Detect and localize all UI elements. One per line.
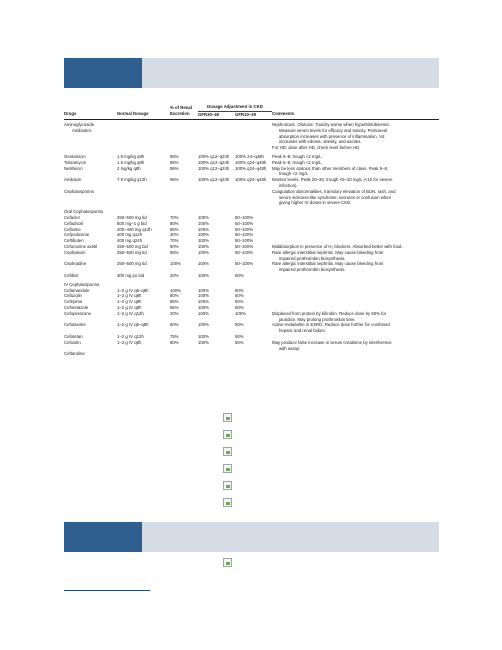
- broken-image-icon: [223, 430, 232, 439]
- normal-dosage: 250–500 mg tid: [117, 249, 147, 255]
- gfr-10-29-dose: 50%: [235, 333, 244, 339]
- renal-excretion: 95%: [170, 249, 179, 255]
- gfr-30-49-dose: 100%: [198, 322, 209, 328]
- table-row: [64, 189, 439, 206]
- gfr-30-49-dose: 100%: [198, 238, 209, 244]
- gfr-10-29-dose: 100% q24–q48h: [235, 159, 267, 165]
- header-gfr-10-29: GFR10–29: [235, 111, 257, 117]
- gfr-30-49-dose: 100% q12–q24h: [198, 159, 230, 165]
- drug-name: Cefepime: [64, 299, 83, 305]
- renal-excretion: 60%: [170, 322, 179, 328]
- drug-comment: Monitor levels. Peak 20–30, trough <5–10 mg/L (<10 for severe infection).: [272, 177, 393, 189]
- renal-excretion: 70%: [170, 238, 179, 244]
- renal-excretion: 85%: [170, 226, 179, 232]
- renal-excretion: 20%: [170, 273, 179, 279]
- drug-name: Cefixime: [64, 226, 81, 232]
- renal-excretion: [170, 351, 198, 357]
- table-row: [64, 351, 439, 357]
- gfr-10-29-dose: 50–100%: [235, 220, 254, 226]
- table-row: [64, 261, 439, 273]
- gfr-10-29-dose: 50%: [235, 305, 244, 310]
- renal-excretion: 95%: [170, 177, 179, 183]
- header-gfr-30-49: GFR30–49: [198, 111, 220, 117]
- gfr-10-29-dose: 100% q24–q48h: [235, 165, 267, 171]
- normal-dosage: 400 mg q24h: [117, 238, 143, 244]
- normal-dosage: 1–2 g IV q12h: [117, 310, 144, 316]
- gfr-10-29-dose: 100% 24–q48h: [235, 154, 264, 160]
- normal-dosage: 7.5 mg/kg q12h: [117, 177, 147, 183]
- gfr-30-49-dose: [198, 351, 235, 357]
- gfr-10-29-dose: 50%: [235, 287, 244, 293]
- normal-dosage: 1–2 g IV q6–q8h: [117, 322, 149, 328]
- normal-dosage: 250–500 mg tid: [117, 261, 147, 267]
- renal-excretion: 80%: [170, 293, 179, 299]
- renal-excretion: 85%: [170, 299, 179, 305]
- table-row: [64, 244, 439, 250]
- gfr-10-29-dose: 50–100%: [235, 261, 254, 267]
- table-row: [64, 250, 439, 262]
- renal-excretion: 20%: [170, 310, 179, 316]
- broken-image-icon: [223, 498, 232, 507]
- table-group-header-row: [64, 104, 439, 111]
- renal-excretion: 95%: [170, 165, 179, 171]
- gfr-10-29-dose: 50%: [235, 322, 244, 328]
- drug-comment: Displaced from protein by bilirubin. Reduce dose by 50% for jaundice. May prolong prothrombin time.: [272, 310, 387, 322]
- table-row: [64, 340, 439, 352]
- drug-name: Ceftibuten: [64, 238, 84, 244]
- gfr-30-49-dose: 100%: [198, 339, 209, 345]
- drug-name: Cefamandole: [64, 287, 90, 293]
- renal-excretion: 100%: [170, 261, 181, 267]
- oral-cephalosporins-group-label: Oral Cephalosporins: [64, 209, 104, 215]
- gfr-10-29-dose: 50–100%: [235, 232, 254, 238]
- ckd-adjustment-group-header: Dosage Adjustment in CKD: [198, 104, 272, 111]
- drug-comment: Peak 5–8; trough <2 mg/L: [272, 154, 322, 160]
- table-row: [64, 166, 439, 178]
- iv-cephalosporins-group: [64, 279, 439, 288]
- gfr-10-29-dose: [235, 351, 272, 357]
- drug-name: Cefazolin: [64, 293, 82, 299]
- gfr-30-49-dose: 100%: [198, 293, 209, 299]
- normal-dosage: [117, 189, 170, 206]
- normal-dosage: 200 mg q12h: [117, 232, 143, 238]
- renal-excretion: [170, 189, 198, 206]
- drug-comment: Rare allergic interstitial nephritis. May cause bleeding from impaired prothrombin biosynthesis.: [272, 261, 384, 273]
- gfr-30-49-dose: 100%: [198, 244, 209, 250]
- renal-excretion: 80%: [170, 220, 179, 226]
- gfr-30-49-dose: 100%: [198, 232, 209, 238]
- gfr-10-29-dose: 50–100%: [235, 238, 254, 244]
- section-header-banner: [64, 522, 439, 552]
- oral-cephalosporins-group: [64, 206, 439, 215]
- renal-excretion: 85%: [170, 305, 179, 310]
- normal-dosage: 1–2 g IV q6–q8h: [117, 287, 149, 293]
- drug-name: Cefoperazone: [64, 310, 91, 316]
- drug-name: Cefpodoxime: [64, 232, 90, 238]
- gfr-10-29-dose: 50%: [235, 293, 244, 299]
- drug-name: Gentamicin: [64, 154, 86, 160]
- drug-comment: [272, 351, 439, 357]
- footnote-divider: [64, 590, 150, 591]
- drug-name: Cefmetazole: [64, 305, 89, 310]
- normal-dosage: 1–2 g IV q8h: [117, 293, 142, 299]
- drug-comment: Active metabolite in ESRD. Reduce dose further for combined hepatic and renal failure.: [272, 322, 390, 334]
- normal-dosage: 250–500 mg bid: [117, 244, 148, 250]
- drug-name: Cefdinir: [64, 273, 79, 279]
- broken-image-icon: [223, 447, 232, 456]
- drug-name: Cefuroxime axetil: [64, 244, 98, 250]
- drug-comment: May produce false increase in serum creatinine by interference with assay.: [272, 339, 392, 351]
- header-normal-dosage: Normal Dosage: [117, 111, 149, 117]
- renal-excretion: 95%: [170, 154, 179, 160]
- drug-name: Amikacin: [64, 177, 82, 183]
- gfr-30-49-dose: 100%: [198, 305, 209, 310]
- gfr-30-49-dose: 100% q12–q24h: [198, 154, 230, 160]
- gfr-10-29-dose: [235, 189, 272, 206]
- table-header-row: [64, 111, 439, 119]
- gfr-10-29-dose: 100% q24–q48h: [235, 177, 267, 183]
- table-row: [64, 151, 439, 160]
- table-row-aminoglycoside: [64, 120, 439, 151]
- aminoglycoside-comments: Nephrotoxic. Ototoxic. Toxicity worse when hyperbilirubinemic. Measure serum levels for efficacy and toxicity. Peritoneal absorption increases with presence of inflammation. Vd increases with edema, obesity, and ascites. For HD: dose after HD, check level before HD.: [272, 122, 391, 151]
- normal-dosage: 2 mg/kg q8h: [117, 165, 141, 171]
- drug-name: Cephradine: [64, 261, 87, 267]
- gfr-30-49-dose: 100%: [198, 249, 209, 255]
- renal-excretion: 75%: [170, 333, 179, 339]
- section-header-block: [64, 522, 142, 552]
- gfr-30-49-dose: 100%: [198, 226, 209, 232]
- broken-image-icon: [223, 464, 232, 473]
- normal-dosage: 200–400 mg q12h: [117, 226, 152, 232]
- gfr-30-49-dose: 100%: [198, 220, 209, 226]
- gfr-30-49-dose: 100% q12–q24h: [198, 165, 230, 171]
- drug-name: Tobramycin: [64, 159, 86, 165]
- drug-name: Ceftaroline: [64, 351, 85, 357]
- drug-name: Cephalosporins: [64, 188, 94, 194]
- normal-dosage: 1.5 mg/kg q8h: [117, 159, 145, 165]
- normal-dosage: 500 mg–1 g bid: [117, 220, 147, 226]
- header-comments: Comments: [272, 111, 295, 117]
- broken-image-icon: [223, 558, 232, 567]
- iv-cephalosporins-group-label: IV Cephalosporins: [64, 281, 100, 287]
- gfr-10-29-dose: 50%: [235, 299, 244, 305]
- gfr-30-49-dose: 100%: [198, 310, 209, 316]
- table-row: [64, 177, 439, 189]
- normal-dosage: [117, 351, 170, 357]
- gfr-30-49-dose: 100%: [198, 261, 209, 267]
- drug-name: Cefotaxime: [64, 322, 86, 328]
- drug-name: Cefaclor: [64, 215, 81, 221]
- header-renal-excretion: % of Renal Excretion: [170, 105, 192, 117]
- gfr-30-49-dose: 100% q12–q24h: [198, 177, 230, 183]
- gfr-10-29-dose: 50–100%: [235, 215, 254, 221]
- normal-dosage: 1–2 g IV q6h: [117, 339, 142, 345]
- drug-comment: Rare allergic interstitial nephritis. May cause bleeding from impaired prothrombin biosynthesis.: [272, 249, 384, 261]
- normal-dosage: 1.5 mg/kg q8h: [117, 154, 145, 160]
- drug-name: Cefoxitin: [64, 339, 81, 345]
- gfr-10-29-dose: 50–100%: [235, 226, 254, 232]
- renal-excretion: 80%: [170, 339, 179, 345]
- drug-name: Netilmicin: [64, 165, 83, 171]
- gfr-30-49-dose: 100%: [198, 299, 209, 305]
- gfr-30-49-dose: 100%: [198, 333, 209, 339]
- gfr-10-29-dose: 50%: [235, 273, 244, 279]
- drug-comment: Coagulation abnormalities, transitory elevation of BUN, rash, and serum sickness-like syndrome; seizures or confusion when giving higher IV doses in severe CKD.: [272, 188, 396, 206]
- drug-name: Cefadroxil: [64, 220, 84, 226]
- gfr-10-29-dose: 50–100%: [235, 244, 254, 250]
- gfr-10-29-dose: 50–100%: [235, 249, 254, 255]
- normal-dosage: 1–2 g IV q8h: [117, 305, 142, 310]
- section-header-banner: [64, 58, 439, 88]
- header-drugs: Drugs: [64, 111, 77, 117]
- drug-name: Cephalexin: [64, 249, 86, 255]
- normal-dosage: 1–2 g IV q12h: [117, 333, 144, 339]
- gfr-30-49-dose: 100%: [198, 273, 209, 279]
- table-row: [64, 311, 439, 323]
- aminoglycoside-label: Aminoglycoside Antibiotics: [64, 122, 95, 133]
- gfr-10-29-dose: 50%: [235, 339, 244, 345]
- normal-dosage: 300 mg po bid: [117, 273, 145, 279]
- normal-dosage: 1–2 g IV q8h: [117, 299, 142, 305]
- drug-comment: Malabsorption in presence of H₂ blockers. Absorbed better with food.: [272, 244, 403, 250]
- broken-image-icon: [223, 413, 232, 422]
- broken-image-icon: [223, 481, 232, 490]
- renal-excretion: 70%: [170, 215, 179, 221]
- gfr-30-49-dose: 100%: [198, 287, 209, 293]
- drug-dosage-table: [64, 104, 439, 357]
- drug-name: Cefotetan: [64, 333, 83, 339]
- gfr-30-49-dose: [198, 189, 235, 206]
- renal-excretion: 90%: [170, 244, 179, 250]
- gfr-30-49-dose: 100%: [198, 215, 209, 221]
- renal-excretion: 30%: [170, 232, 179, 238]
- table-row: [64, 322, 439, 334]
- gfr-10-29-dose: 100%: [235, 310, 246, 316]
- drug-comment: Peak 5–8, trough <2 mg/L: [272, 159, 322, 165]
- section-header-block: [64, 58, 142, 88]
- drug-comment: May be less ototoxic than other members of class. Peak 5–8, trough <2 mg/L: [272, 165, 389, 177]
- renal-excretion: 100%: [170, 287, 181, 293]
- renal-excretion: 95%: [170, 159, 179, 165]
- normal-dosage: 250–500 mg tid: [117, 215, 147, 221]
